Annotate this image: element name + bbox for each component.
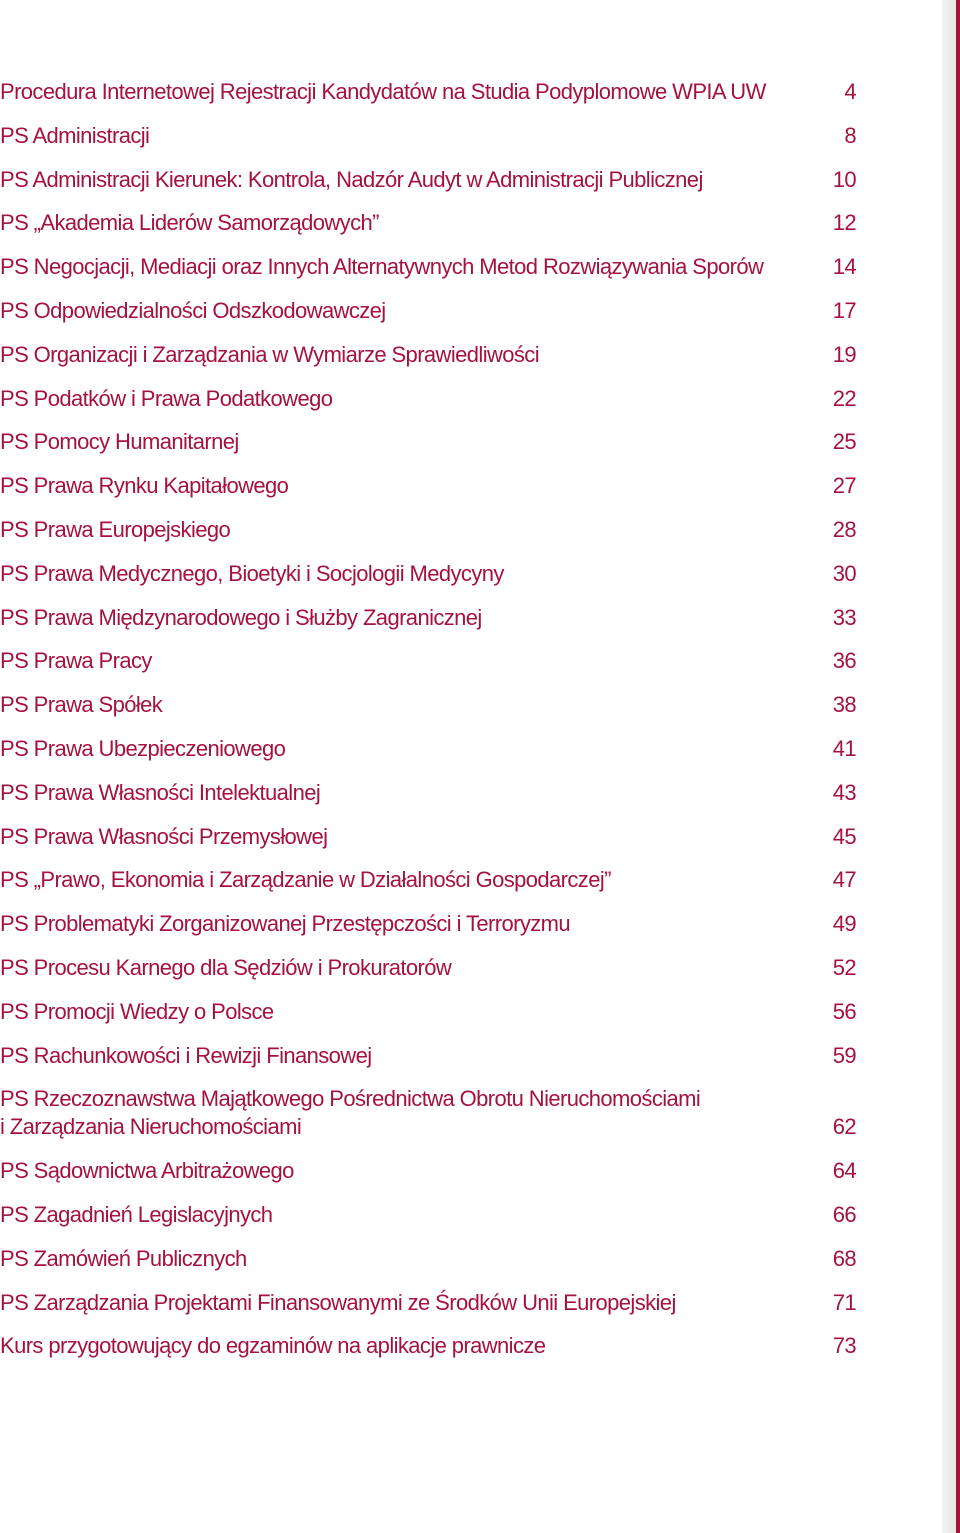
toc-entry — [0, 866, 860, 894]
toc-entry-title: PS Administracji — [0, 122, 150, 148]
toc-entry-title: Procedura Internetowej Rejestracji Kandydatów na Studia Podyplomowe WPIA UW — [0, 79, 766, 104]
toc-entry-title: PS Problematyki Zorganizowanej Przestępczości i Terroryzmu — [0, 911, 571, 937]
toc-entry-title: PS Odpowiedzialności Odszkodowawczej — [0, 297, 386, 323]
toc-entry — [0, 998, 860, 1026]
toc-entry — [0, 647, 860, 675]
toc-entry-page-number: 8 — [844, 122, 856, 148]
toc-entry — [0, 1289, 860, 1317]
toc-entry-page-number: 62 — [832, 1114, 856, 1140]
toc-entry-title: PS Zamówień Publicznych — [0, 1245, 247, 1271]
toc-entry — [0, 779, 860, 807]
toc-entry-title: Kurs przygotowujący do egzaminów na aplikacje prawnicze — [0, 1333, 546, 1359]
toc-entry-page-number: 45 — [832, 823, 856, 849]
toc-entry-page-number: 10 — [832, 166, 856, 192]
toc-entry-title: PS Podatków i Prawa Podatkowego — [0, 385, 333, 411]
toc-entry — [0, 910, 860, 938]
toc-entry-title: PS Prawa Własności Przemysłowej — [0, 823, 328, 849]
toc-entry-title: PS Prawa Medycznego, Bioetyki i Socjologii Medycyny — [0, 560, 504, 586]
toc-entry — [0, 1332, 860, 1360]
toc-entry — [0, 954, 860, 982]
toc-entry-page-number: 64 — [832, 1158, 856, 1184]
toc-entry — [0, 253, 860, 281]
toc-entry — [0, 1042, 860, 1070]
toc-entry-title: PS Sądownictwa Arbitrażowego — [0, 1158, 294, 1184]
toc-entry-title: PS „Prawo, Ekonomia i Zarządzanie w Działalności Gospodarczej” — [0, 867, 611, 893]
toc-entry-page-number: 36 — [832, 648, 856, 674]
toc-entry-page-number: 59 — [832, 1042, 856, 1068]
toc-entry-title: PS Prawa Spółek — [0, 692, 163, 718]
toc-entry-page-number: 30 — [832, 560, 856, 586]
toc-entry-page-number: 47 — [832, 867, 856, 893]
toc-entry — [0, 560, 860, 588]
toc-entry-title: PS Prawa Międzynarodowego i Służby Zagranicznej — [0, 604, 482, 630]
toc-entry — [0, 823, 860, 851]
toc-entry-page-number: 33 — [832, 604, 856, 630]
toc-entry-title: PS Rachunkowości i Rewizji Finansowej — [0, 1042, 372, 1068]
toc-entry-title: PS Prawa Ubezpieczeniowego — [0, 735, 286, 761]
toc-entry-page-number: 4 — [844, 79, 856, 104]
toc-entry-page-number: 27 — [832, 473, 856, 499]
toc-entry-title: PS Pomocy Humanitarnej — [0, 429, 239, 455]
toc-entry-title: PS Prawa Europejskiego — [0, 516, 231, 542]
toc-entry — [0, 735, 860, 763]
toc-entry — [0, 122, 860, 150]
toc-entry-page-number: 22 — [832, 385, 856, 411]
toc-entry-page-number: 38 — [832, 692, 856, 718]
toc-entry-page-number: 43 — [832, 779, 856, 805]
toc-entry — [0, 516, 860, 544]
toc-entry-page-number: 41 — [832, 735, 856, 761]
toc-entry — [0, 1245, 860, 1273]
toc-entry-title: PS Procesu Karnego dla Sędziów i Prokuratorów — [0, 954, 452, 980]
toc-entry — [0, 78, 860, 106]
toc-entry-page-number: 56 — [832, 998, 856, 1024]
toc-entry-title: PS Prawa Rynku Kapitałowego — [0, 473, 289, 499]
toc-entry-page-number: 25 — [832, 429, 856, 455]
toc-entry-title: PS Prawa Pracy — [0, 648, 152, 674]
toc-entry — [0, 1201, 860, 1229]
toc-entry — [0, 604, 860, 632]
toc-entry-title: PS „Akademia Liderów Samorządowych” — [0, 210, 379, 236]
toc-entry-page-number: 28 — [832, 516, 856, 542]
toc-entry-title: PS Rzeczoznawstwa Majątkowego Pośrednictwa Obrotu Nieruchomościami i Zarządzania Nieruchomościami — [0, 1086, 701, 1140]
page-edge-accent-bar — [956, 0, 960, 1533]
toc-entry-page-number: 73 — [832, 1333, 856, 1359]
page-edge-shadow — [942, 0, 956, 1533]
toc-entry — [0, 166, 860, 194]
toc-entry — [0, 341, 860, 369]
toc-entry-page-number: 66 — [832, 1201, 856, 1227]
toc-entry — [0, 385, 860, 413]
toc-entry-title: PS Organizacji i Zarządzania w Wymiarze Sprawiedliwości — [0, 341, 539, 367]
toc-entry — [0, 691, 860, 719]
toc-entry-page-number: 68 — [832, 1245, 856, 1271]
toc-entry-title: PS Zagadnień Legislacyjnych — [0, 1201, 273, 1227]
toc-entry-page-number: 17 — [832, 297, 856, 323]
toc-entry — [0, 428, 860, 456]
toc-entry-page-number: 12 — [832, 210, 856, 236]
toc-entry — [0, 209, 860, 237]
toc-entry-title: PS Administracji Kierunek: Kontrola, Nadzór Audyt w Administracji Publicznej — [0, 166, 703, 192]
table-of-contents — [0, 78, 860, 1376]
toc-entry-page-number: 49 — [832, 911, 856, 937]
toc-entry-page-number: 14 — [832, 254, 856, 280]
toc-entry — [0, 1157, 860, 1185]
toc-entry — [0, 297, 860, 325]
toc-entry-title: PS Negocjacji, Mediacji oraz Innych Alternatywnych Metod Rozwiązywania Sporów — [0, 254, 764, 280]
toc-entry — [0, 472, 860, 500]
toc-entry-page-number: 19 — [832, 341, 856, 367]
toc-entry-page-number: 52 — [832, 954, 856, 980]
toc-entry-page-number: 71 — [832, 1289, 856, 1315]
toc-entry — [0, 1085, 860, 1141]
toc-entry-title: PS Promocji Wiedzy o Polsce — [0, 998, 274, 1024]
toc-entry-title: PS Zarządzania Projektami Finansowanymi ze Środków Unii Europejskiej — [0, 1289, 676, 1315]
toc-entry-title: PS Prawa Własności Intelektualnej — [0, 779, 321, 805]
